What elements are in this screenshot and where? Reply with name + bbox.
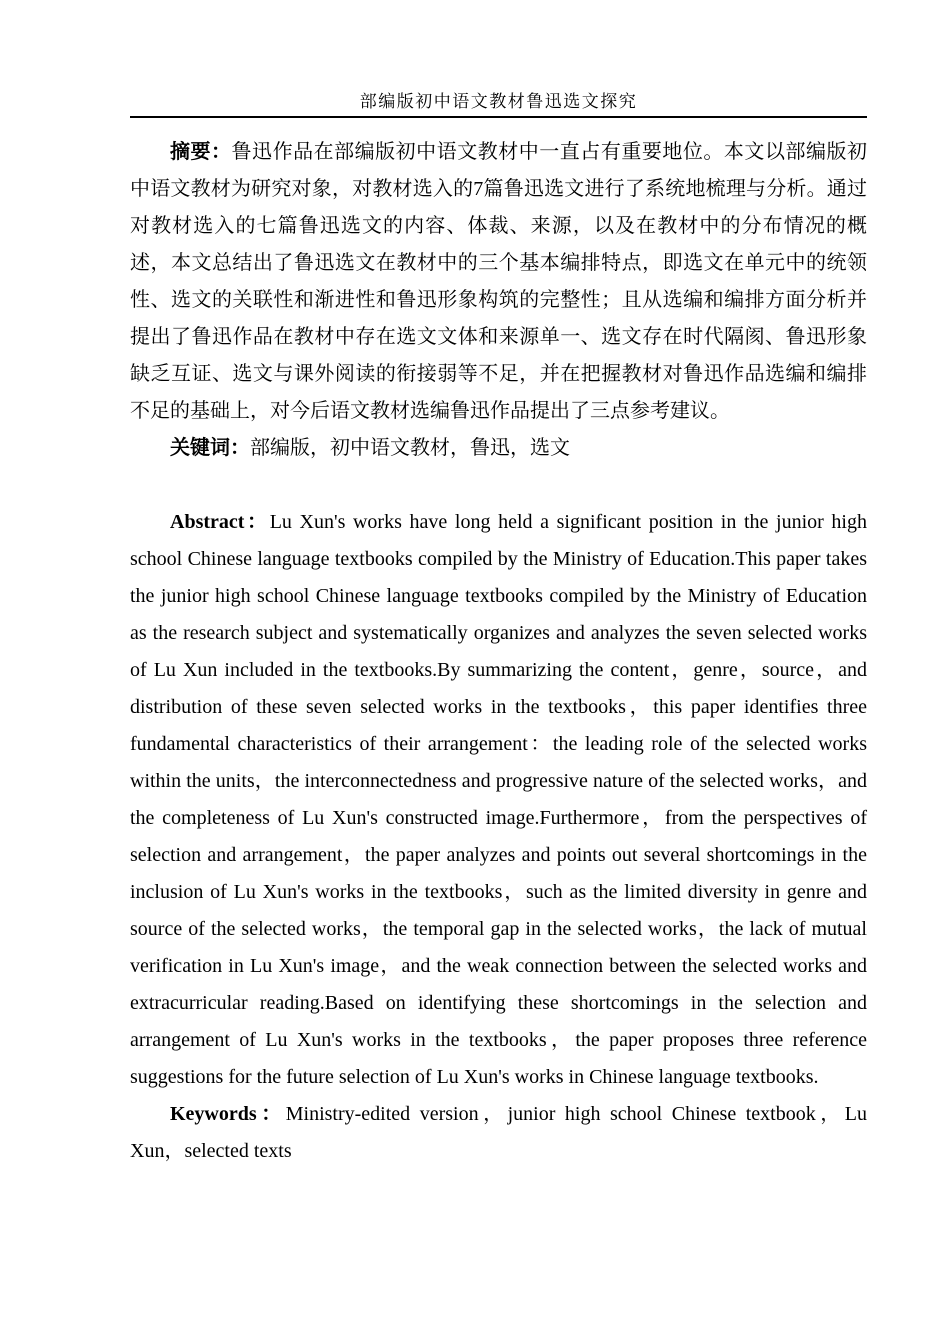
english-keywords-text: Ministry-edited version，junior high school Chinese textbook，Lu Xun，selected texts [130,1103,867,1162]
english-keywords-line [130,1096,867,1170]
english-keywords-label: Keywords： [170,1103,286,1125]
document-body [130,134,867,1170]
header-divider [130,116,867,118]
chinese-keywords-label: 关键词： [170,437,250,459]
chinese-abstract-label: 摘要： [170,141,232,163]
chinese-keywords-text: 部编版，初中语文教材，鲁迅，选文 [250,437,570,459]
paragraph-spacer [130,467,867,504]
english-abstract-label: Abstract： [170,511,270,533]
chinese-abstract-paragraph [130,134,867,430]
page-header-title: 部编版初中语文教材鲁迅选文探究 [359,92,638,111]
page-header [130,92,867,118]
english-abstract-paragraph [130,504,867,1096]
chinese-abstract-text: 鲁迅作品在部编版初中语文教材中一直占有重要地位。本文以部编版初中语文教材为研究对象，对教材选入的7篇鲁迅选文进行了系统地梳理与分析。通过对教材选入的七篇鲁迅选文的内容、体裁、来源，以及在教材中的分布情况的概述，本文总结出了鲁迅选文在教材中的三个基本编排特点，即选文在单元中的统领性、选文的关联性和渐进性和鲁迅形象构筑的完整性；且从选编和编排方面分析并提出了鲁迅作品在教材中存在选文文体和来源单一、选文存在时代隔阂、鲁迅形象缺乏互证、选文与课外阅读的衔接弱等不足，并在把握教材对鲁迅作品选编和编排不足的基础上，对今后语文教材选编鲁迅作品提出了三点参考建议。 [130,141,868,422]
english-abstract-text: Lu Xun's works have long held a significant position in the junior high school Chinese language textbooks compiled by the Ministry of Education.This paper takes the junior high school Chinese language textbooks compiled by the Ministry of Education as the research subject and systematically organizes and analyzes the seven selected works of Lu Xun included in the textbooks.By summarizing the content，genre，source，and distribution of these seven selected works in the textbooks，this paper identifies three fundamental characteristics of their arrangement：the leading role of the selected works within the units，the interconnectedness and progressive nature of the selected works，and the completeness of Lu Xun's constructed image.Furthermore，from the perspectives of selection and arrangement，the paper analyzes and points out several shortcomings in the inclusion of Lu Xun's works in the textbooks，such as the limited diversity in genre and source of the selected works，the temporal gap in the selected works，the lack of mutual verification in Lu Xun's image，and the weak connection between the selected works and extracurricular reading.Based on identifying these shortcomings in the selection and arrangement of Lu Xun's works in the textbooks，the paper proposes three reference suggestions for the future selection of Lu Xun's works in Chinese language textbooks. [130,511,867,1088]
chinese-keywords-line [130,430,867,467]
